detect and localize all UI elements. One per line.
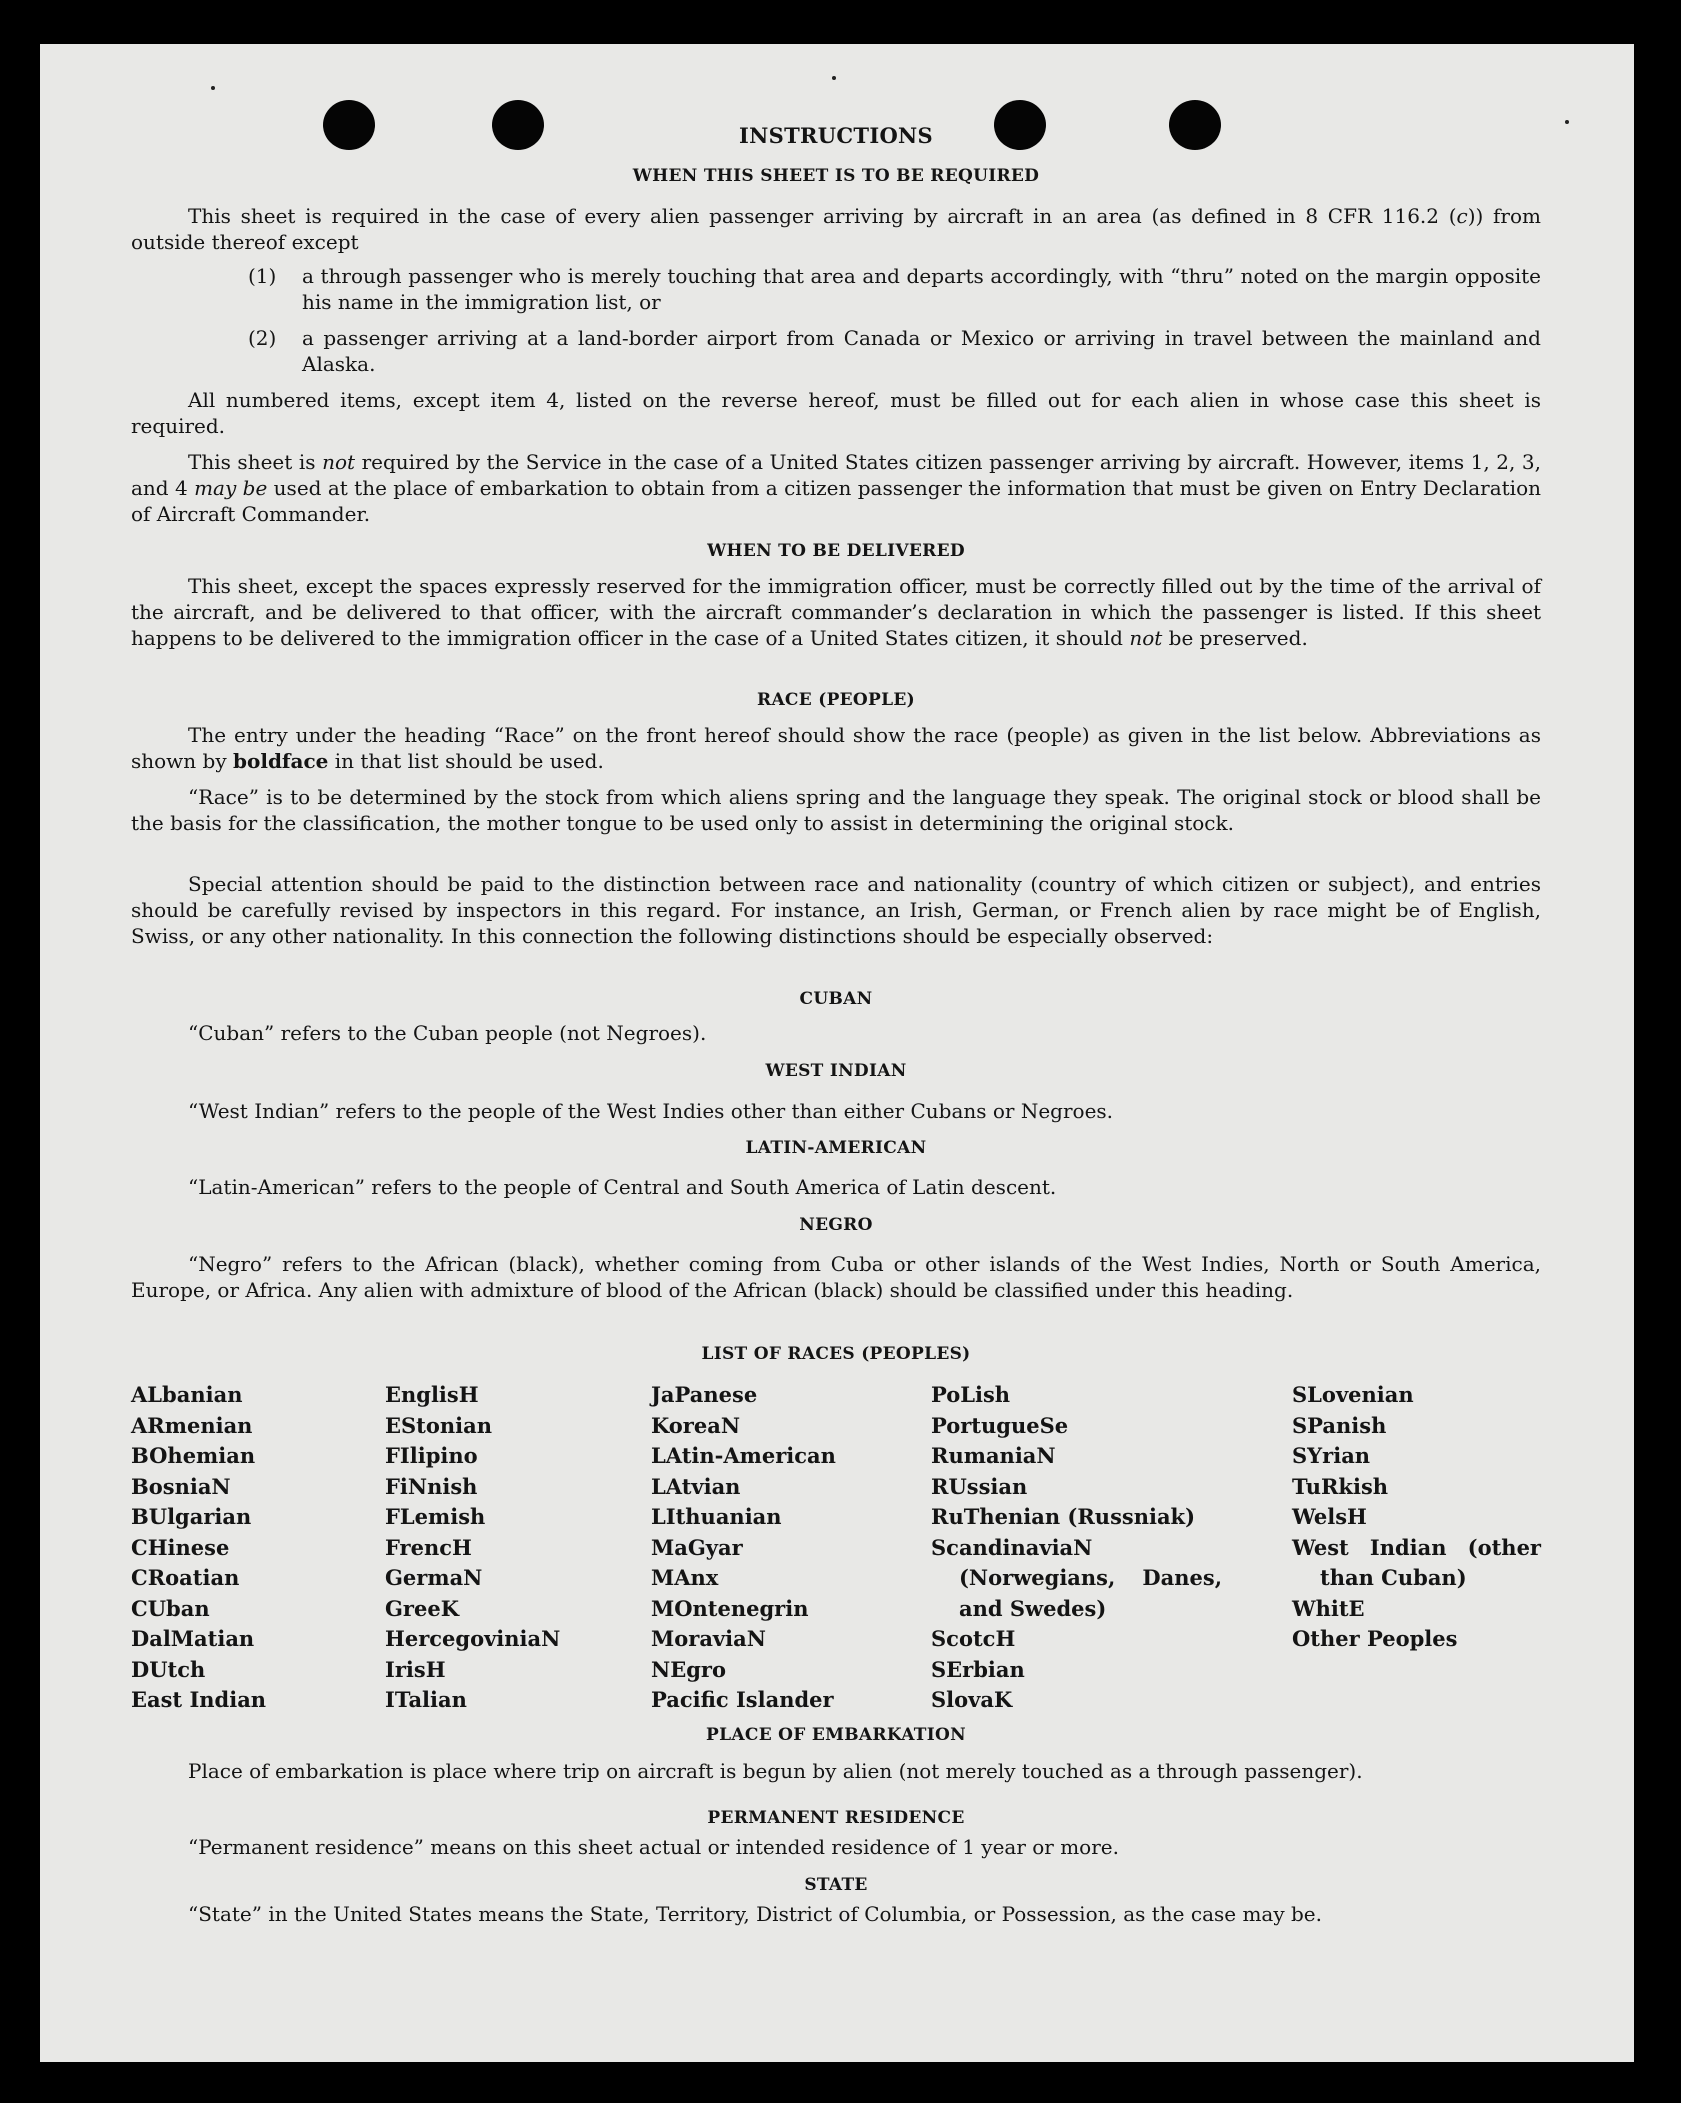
paragraph: “Cuban” refers to the Cuban people (not Negroes). [188,1021,707,1045]
item-text: a passenger arriving at a land-border airport from Canada or Mexico or arriving in travel between the mainland and Alaska. [302,326,1541,376]
heading-latin-american: LATIN-AMERICAN [745,1138,927,1158]
race-entry: ScotcH [931,1626,1016,1651]
race-entry: East Indian [131,1687,267,1712]
race-entry: Pacific Islander [651,1687,834,1712]
race-entry: DalMatian [131,1626,255,1651]
race-entry: MAnx [651,1565,719,1590]
race-column [651,1380,911,1716]
race-entry: RuThenian (Russniak) [931,1504,1196,1529]
race-entry: SPanish [1292,1412,1387,1438]
text: may be [194,476,268,500]
race-entry: ScandinaviaN (Norwegians, Danes, and Swedes) [931,1534,1222,1621]
race-entry: GreeK [385,1595,459,1621]
race-entry: EnglisH [385,1382,479,1407]
race-entry: LAtin-American [651,1443,836,1468]
text: c [1456,204,1468,228]
race-entry: GermaN [385,1565,483,1590]
heading-west-indian: WEST INDIAN [765,1061,907,1081]
text: This sheet, except the spaces expressly reserved for the immigration officer, must be correctly filled out by the time of the arrival of the aircraft, and be delivered to that officer, with the aircraft commander’s declaration in which the passenger is listed. If this sheet happens to be delivered to the immigration officer in the case of a United States citizen, it should [131,574,1541,650]
paragraph [131,449,1541,527]
race-entry: NEgro [651,1656,726,1682]
race-entry: MaGyar [651,1534,743,1560]
text: The entry under the heading “Race” on the front hereof should show the race (people) as given in the list below. Abbreviations as shown by [131,723,1541,773]
race-entry: Other Peoples [1292,1626,1458,1651]
race-entry: CUban [131,1595,210,1621]
text: used at the place of embarkation to obtain from a citizen passenger the information that must be given on Entry Declaration of Aircraft Commander. [131,476,1541,526]
text: )) from outside thereof except [131,204,1541,254]
race-entry: FLemish [385,1504,486,1529]
text: be preserved. [1162,626,1308,650]
list-item [248,263,1541,315]
race-entry: LIthuanian [651,1504,782,1529]
page-title: INSTRUCTIONS [739,123,933,148]
paragraph [131,722,1541,774]
race-entry: LAtvian [651,1473,741,1499]
paragraph: “Negro” refers to the African (black), whether coming from Cuba or other islands of the West Indies, North or South America, Europe, or Africa. Any alien with admixture of blood of the African (black) should be classified under this heading. [131,1252,1541,1302]
paragraph [131,573,1541,651]
race-entry: ALbanian [131,1382,243,1407]
heading-permanent-residence: PERMANENT RESIDENCE [707,1808,965,1828]
paragraph: “West Indian” refers to the people of the West Indies other than either Cubans or Negroes. [188,1099,1114,1123]
race-entry: BosniaN [131,1473,231,1499]
heading-place-of-embarkation: PLACE OF EMBARKATION [706,1725,966,1745]
race-entry: SYrian [1292,1443,1371,1468]
race-entry: SLovenian [1292,1382,1414,1407]
speck [1565,120,1569,124]
text: This sheet is [188,450,323,474]
heading-when-delivered: WHEN TO BE DELIVERED [707,541,965,561]
race-entry: ITalian [385,1687,467,1712]
race-column [931,1380,1222,1716]
race-entry: MOntenegrin [651,1595,809,1621]
list-item [248,325,1541,377]
speck [211,86,215,90]
paragraph: Special attention should be paid to the distinction between race and nationality (country of which citizen or subject), and entries should be carefully revised by inspectors in this regard. For instance, an Irish, German, or French alien by race might be of English, Swiss, or any other nationality. In this connection the following distinctions should be especially observed: [131,872,1541,948]
race-entry: EStonian [385,1412,492,1438]
race-entry: WhitE [1292,1595,1365,1621]
heading-state: STATE [804,1875,868,1895]
race-entry: TuRkish [1292,1473,1389,1499]
race-entry: FrencH [385,1534,472,1560]
race-entry: PortugueSe [931,1412,1069,1438]
race-entry: CRoatian [131,1565,240,1590]
heading-cuban: CUBAN [799,989,873,1009]
race-entry: HercegoviniaN [385,1626,561,1651]
paragraph: “Permanent residence” means on this sheet actual or intended residence of 1 year or more. [188,1835,1119,1859]
speck [832,76,836,80]
race-entry: BOhemian [131,1443,256,1468]
race-entry: RUssian [931,1473,1028,1499]
heading-race: RACE (PEOPLE) [757,690,915,710]
item-text: a through passenger who is merely touching that area and departs accordingly, with “thru” noted on the margin opposite his name in the immigration list, or [302,264,1541,314]
race-column [131,1380,371,1716]
race-entry: FIlipino [385,1443,478,1468]
race-entry: MoraviaN [651,1626,766,1651]
text: in that list should be used. [328,749,604,773]
race-entry: ARmenian [131,1412,253,1438]
race-entry: JaPanese [651,1382,758,1407]
race-entry: West Indian (other than Cuban) [1292,1534,1541,1590]
race-entry: SErbian [931,1656,1025,1682]
paragraph: Place of embarkation is place where trip on aircraft is begun by alien (not merely touched as a through passenger). [188,1759,1363,1783]
heading-when-required: WHEN THIS SHEET IS TO BE REQUIRED [632,166,1040,186]
text: boldface [233,749,329,773]
race-entry: BUlgarian [131,1504,252,1529]
race-entry: FiNnish [385,1473,478,1499]
text: required by the Service in the case of a United States citizen passenger arriving by aircraft. However, items 1, 2, 3, and 4 [131,450,1542,500]
race-entry: IrisH [385,1656,446,1682]
race-column [1292,1380,1541,1655]
paragraph: All numbered items, except item 4, listed on the reverse hereof, must be filled out for each alien in whose case this sheet is required. [131,388,1541,438]
race-entry: WelsH [1292,1504,1367,1529]
race-entry: RumaniaN [931,1443,1056,1468]
item-number: (2) [248,326,277,350]
text: This sheet is required in the case of every alien passenger arriving by aircraft in an area (as defined in 8 CFR 116.2 ( [188,204,1457,228]
paragraph: “Latin-American” refers to the people of Central and South America of Latin descent. [188,1175,1057,1199]
item-number: (1) [248,264,277,288]
race-entry: KoreaN [651,1412,741,1438]
race-entry: PoLish [931,1382,1011,1407]
paragraph [131,203,1541,255]
race-entry: SlovaK [931,1687,1013,1712]
paragraph: “State” in the United States means the State, Territory, District of Columbia, or Possession, as the case may be. [188,1902,1322,1926]
race-entry: CHinese [131,1534,230,1560]
heading-list-of-races: LIST OF RACES (PEOPLES) [701,1344,971,1364]
race-column [385,1380,635,1716]
text: not [1129,626,1163,650]
text: not [322,450,356,474]
heading-negro: NEGRO [799,1215,873,1235]
paragraph: “Race” is to be determined by the stock from which aliens spring and the language they speak. The original stock or blood shall be the basis for the classification, the mother tongue to be used only to assist in determining the original stock. [131,785,1541,835]
race-entry: DUtch [131,1656,206,1682]
